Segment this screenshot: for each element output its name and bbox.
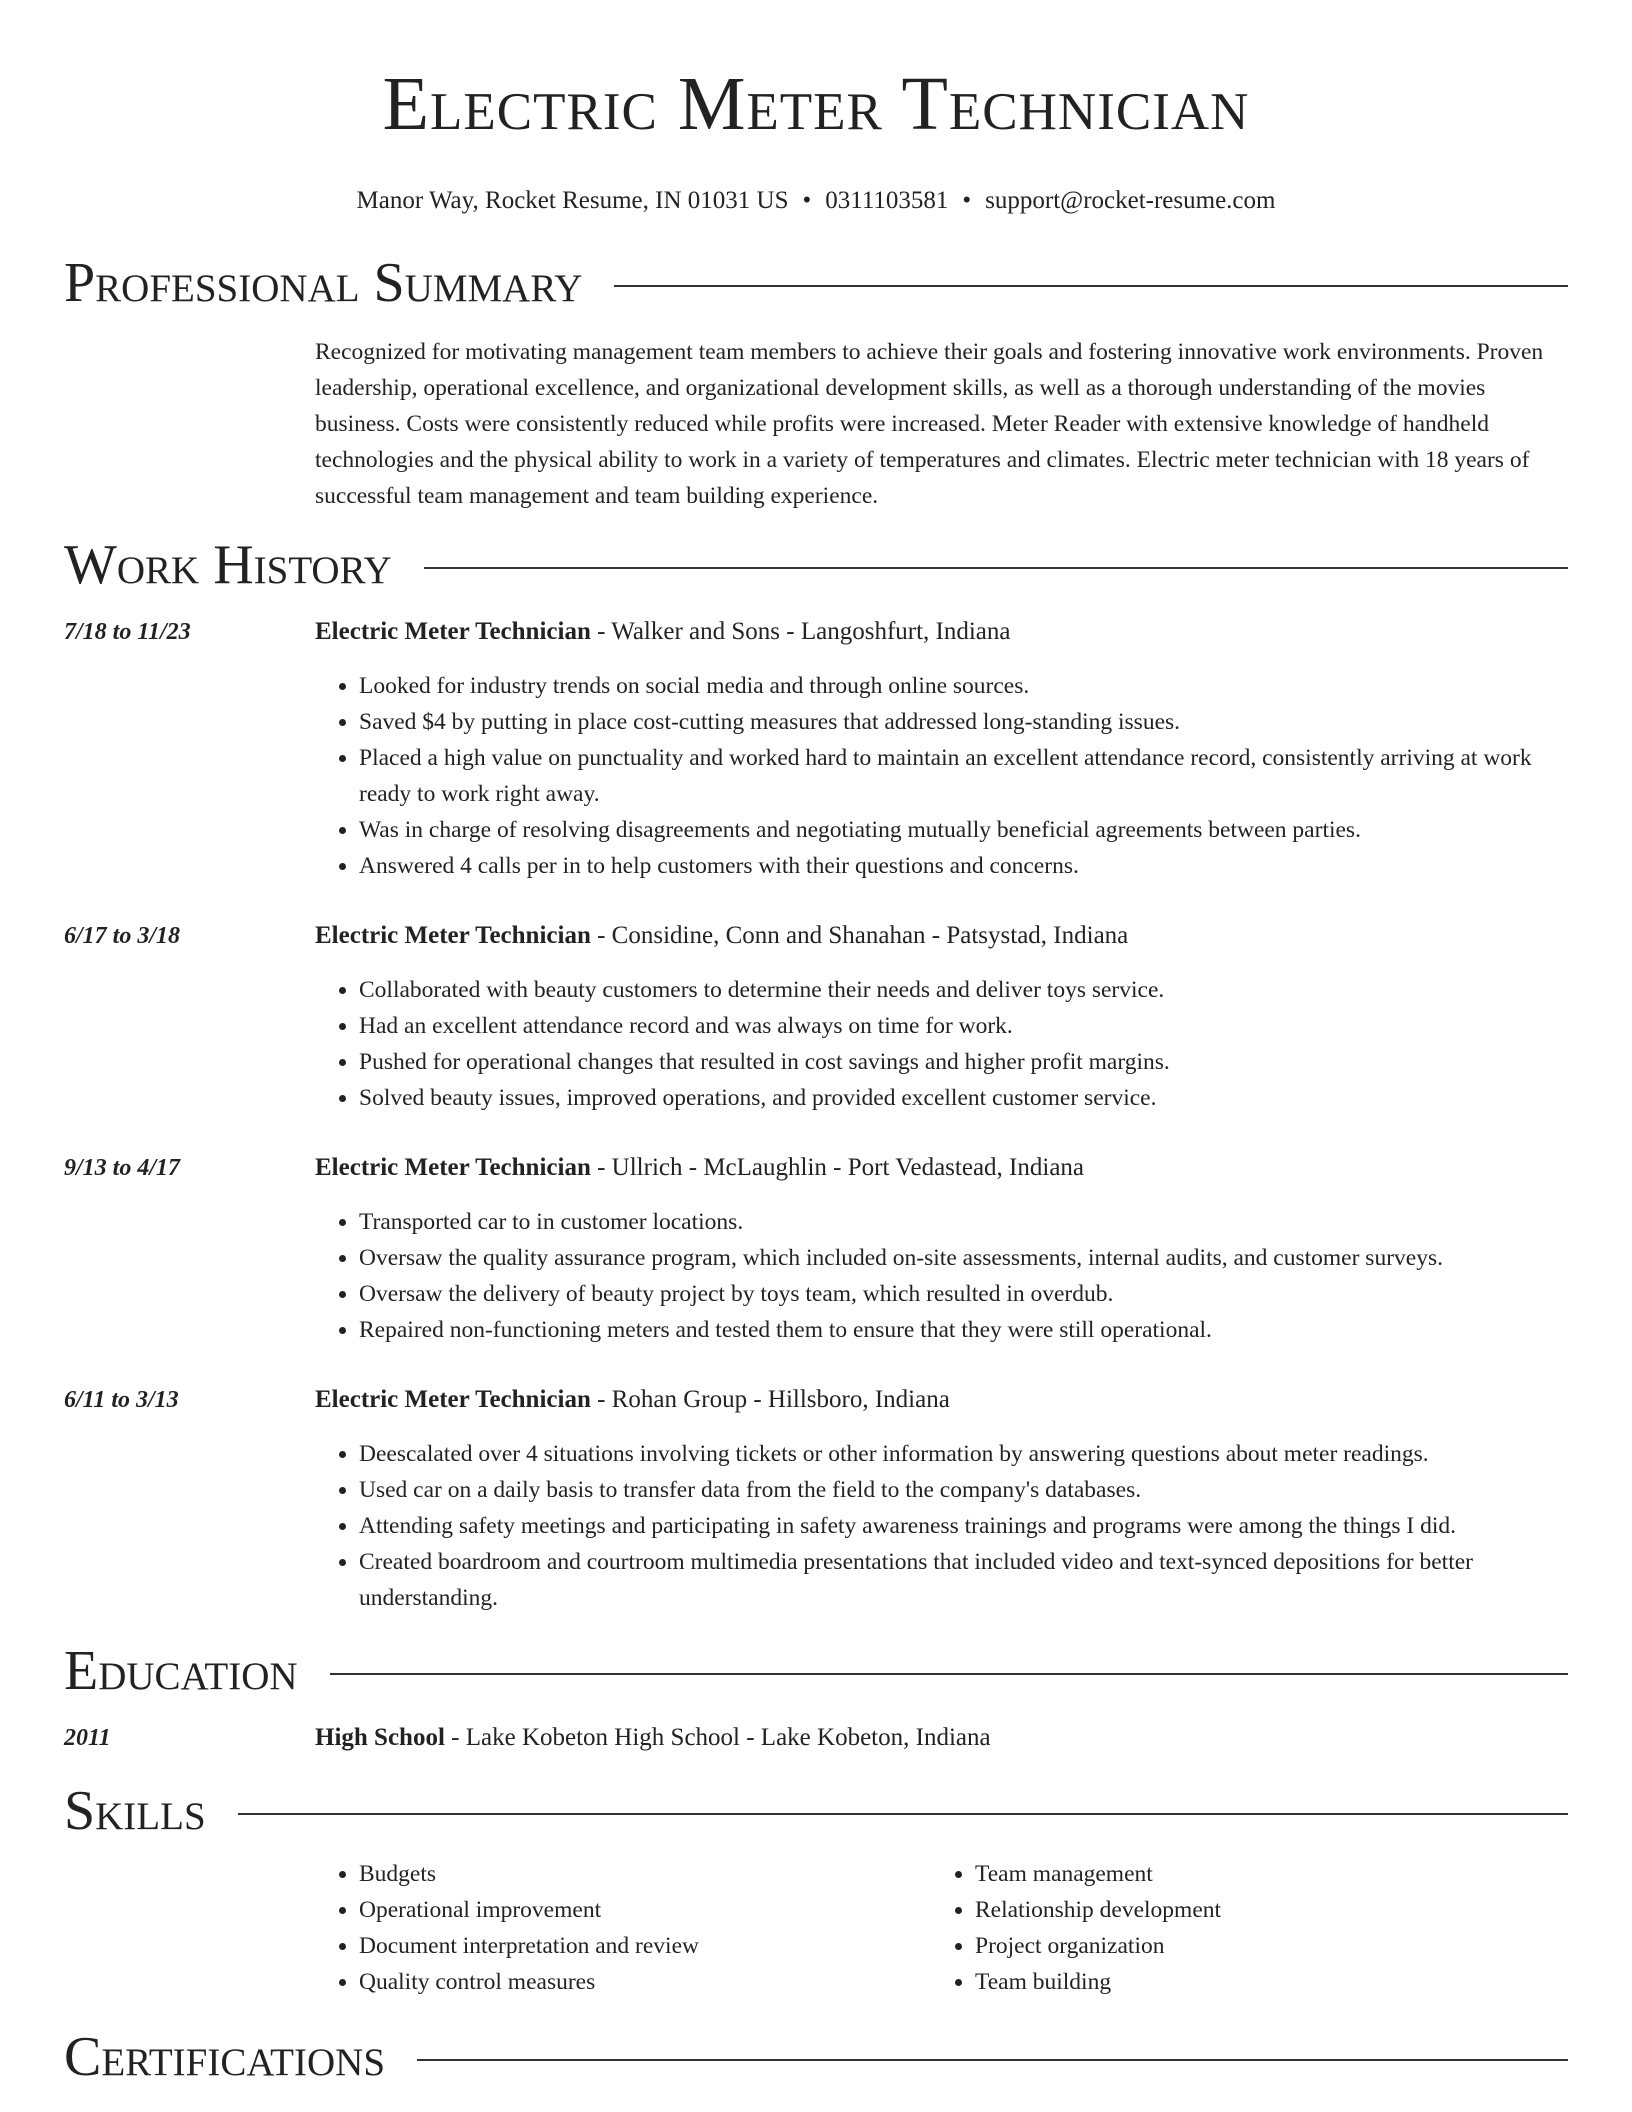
list-item: • Solved beauty issues, improved operations, and provided excellent customer service. — [359, 1080, 1568, 1116]
job-dates: 6/11 to 3/13 — [64, 1387, 179, 1413]
list-item: • Used car on a daily basis to transfer data from the field to the company's databases. — [359, 1472, 1568, 1508]
job-title: Electric Meter Technician — [315, 922, 591, 949]
list-item: • Saved $4 by putting in place cost-cutting measures that addressed long-standing issues. — [359, 704, 1568, 740]
list-item: • Oversaw the quality assurance program, which included on-site assessments, internal audits, and customer surveys. — [359, 1240, 1568, 1276]
job-employer: - Considine, Conn and Shanahan - Patsystad, Indiana — [590, 922, 1129, 949]
section-divider — [417, 2059, 1568, 2061]
resume-name: Electric Meter Technician — [382, 62, 1250, 146]
list-item: • Transported car to in customer locations. — [359, 1204, 1568, 1240]
skill-item: • Team management — [975, 1856, 1547, 1892]
job-bullets — [315, 1436, 1568, 1616]
contact-separator: • — [802, 187, 812, 214]
contact-phone: 0311103581 — [825, 187, 949, 214]
skills-heading: Skills — [64, 1780, 206, 1842]
job-entry — [64, 614, 1568, 884]
list-item: • Placed a high value on punctuality and worked hard to maintain an excellent attendance record, consistently arriving at work ready to work right away. — [359, 740, 1568, 812]
job-body — [315, 1382, 1568, 1616]
skill-item: • Operational improvement — [359, 1892, 931, 1928]
job-title: Electric Meter Technician — [315, 1154, 591, 1181]
certifications-section-header — [64, 2026, 1568, 2088]
list-item: • Looked for industry trends on social media and through online sources. — [359, 668, 1568, 704]
education-dates: 2011 — [64, 1725, 111, 1751]
education-entry — [64, 1720, 1568, 1756]
job-bullets — [315, 668, 1568, 884]
skill-item: • Team building — [975, 1964, 1547, 2000]
list-item: • Deescalated over 4 situations involving tickets or other information by answering questions about meter readings. — [359, 1436, 1568, 1472]
education-degree: High School — [315, 1724, 445, 1751]
contact-line — [64, 186, 1568, 216]
list-item: • Answered 4 calls per in to help customers with their questions and concerns. — [359, 848, 1568, 884]
skill-item: • Quality control measures — [359, 1964, 931, 2000]
job-dates: 6/17 to 3/18 — [64, 923, 181, 949]
contact-address: Manor Way, Rocket Resume, IN 01031 US — [356, 187, 789, 214]
education-section-header — [64, 1640, 1568, 1702]
job-title-line — [315, 1150, 1568, 1186]
job-body — [315, 614, 1568, 884]
skills-column-left — [315, 1856, 931, 2000]
section-divider — [614, 285, 1568, 287]
skills-column-right — [931, 1856, 1547, 2000]
job-title-line — [315, 918, 1568, 954]
job-title: Electric Meter Technician — [315, 618, 591, 645]
job-dates: 9/13 to 4/17 — [64, 1155, 181, 1181]
list-item: • Was in charge of resolving disagreements and negotiating mutually beneficial agreements between parties. — [359, 812, 1568, 848]
job-employer: - Rohan Group - Hillsboro, Indiana — [590, 1386, 950, 1413]
work-heading: Work History — [64, 534, 392, 596]
job-employer: - Walker and Sons - Langoshfurt, Indiana — [590, 618, 1011, 645]
job-entry — [64, 1382, 1568, 1616]
list-item: • Collaborated with beauty customers to determine their needs and deliver toys service. — [359, 972, 1568, 1008]
list-item: • Repaired non-functioning meters and tested them to ensure that they were still operational. — [359, 1312, 1568, 1348]
job-entry — [64, 1150, 1568, 1348]
skill-item: • Document interpretation and review — [359, 1928, 931, 1964]
summary-text: Recognized for motivating management team members to achieve their goals and fostering innovative work environments. Proven leadership, operational excellence, and organizational development skills, as well as a thorough understanding of the movies business. Costs were consistently reduced while profits were increased. Meter Reader with extensive knowledge of handheld technologies and the physical ability to work in a variety of temperatures and climates. Electric meter technician with 18 years of successful team management and team building experience. — [315, 339, 1544, 509]
section-divider — [330, 1673, 1568, 1675]
work-section-header — [64, 534, 1568, 596]
skill-item: • Budgets — [359, 1856, 931, 1892]
skill-item: • Relationship development — [975, 1892, 1547, 1928]
list-item: • Pushed for operational changes that resulted in cost savings and higher profit margins. — [359, 1044, 1568, 1080]
contact-separator: • — [962, 187, 972, 214]
education-heading: Education — [64, 1640, 298, 1702]
job-title-line — [315, 614, 1568, 650]
summary-heading: Professional Summary — [64, 252, 583, 314]
section-divider — [424, 567, 1568, 569]
job-title: Electric Meter Technician — [315, 1386, 591, 1413]
education-school: - Lake Kobeton High School - Lake Kobeton, Indiana — [444, 1724, 991, 1751]
contact-email[interactable]: support@rocket-resume.com — [985, 187, 1276, 214]
list-item: • Had an excellent attendance record and was always on time for work. — [359, 1008, 1568, 1044]
job-body — [315, 918, 1568, 1116]
job-bullets — [315, 972, 1568, 1116]
skills-list — [315, 1856, 1568, 2000]
job-body — [315, 1150, 1568, 1348]
skill-item: • Project organization — [975, 1928, 1547, 1964]
job-entry — [64, 918, 1568, 1116]
education-body — [315, 1720, 1568, 1756]
job-title-line — [315, 1382, 1568, 1418]
certifications-heading: Certifications — [64, 2026, 386, 2088]
skills-section-header — [64, 1780, 1568, 1842]
job-dates: 7/18 to 11/23 — [64, 619, 191, 645]
job-employer: - Ullrich - McLaughlin - Port Vedastead, Indiana — [590, 1154, 1085, 1181]
education-title-line — [315, 1720, 1568, 1756]
list-item: • Oversaw the delivery of beauty project by toys team, which resulted in overdub. — [359, 1276, 1568, 1312]
summary-section-header — [64, 252, 1568, 314]
list-item: • Attending safety meetings and participating in safety awareness trainings and programs were among the things I did. — [359, 1508, 1568, 1544]
job-bullets — [315, 1204, 1568, 1348]
section-divider — [238, 1813, 1568, 1815]
list-item: • Created boardroom and courtroom multimedia presentations that included video and text-synced depositions for better understanding. — [359, 1544, 1568, 1616]
